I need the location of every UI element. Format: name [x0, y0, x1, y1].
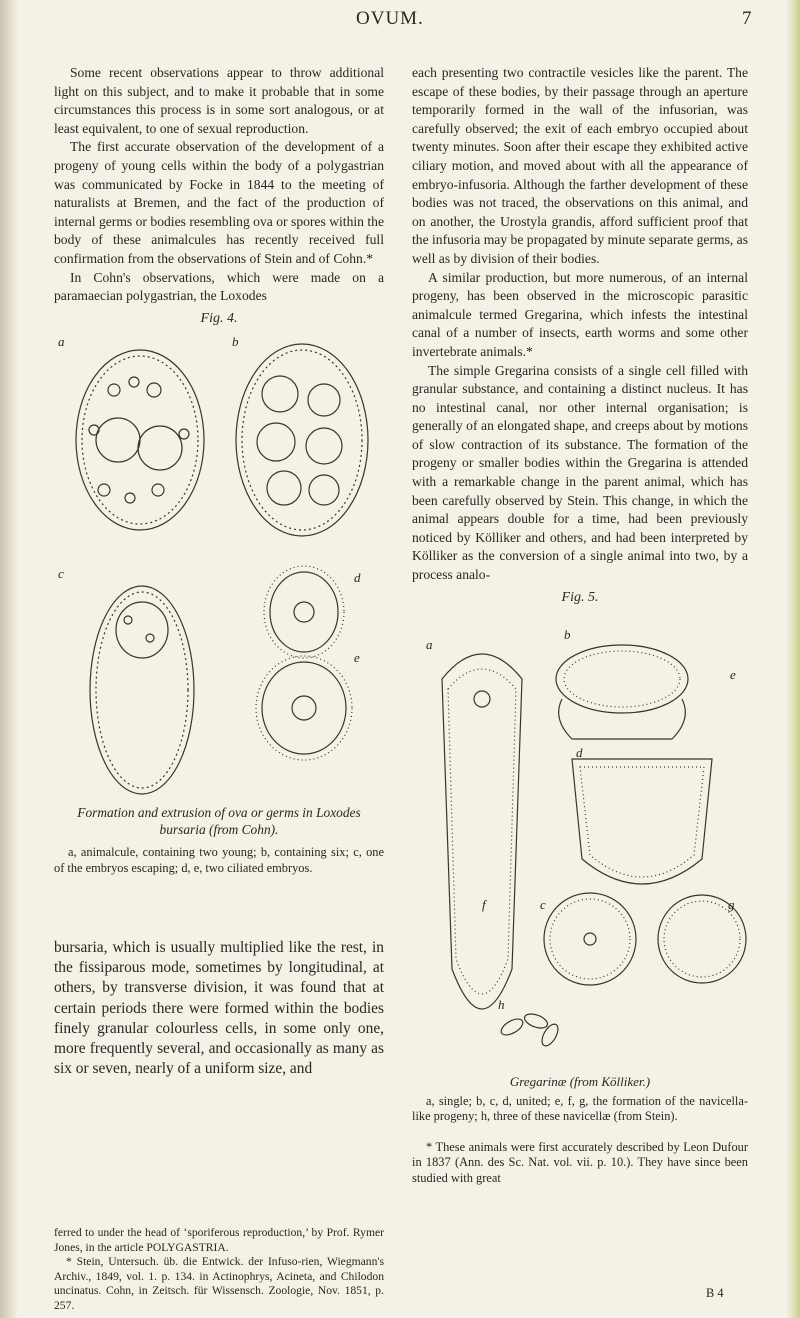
fig4-panel-c	[90, 586, 194, 794]
fig4-panel-b	[236, 344, 368, 536]
fig4-letter-d: d	[354, 570, 361, 586]
figure-5	[412, 609, 748, 1069]
page-edge-left	[0, 0, 18, 1318]
figure-5-label: Fig. 5.	[561, 589, 599, 605]
footnote: * Stein, Untersuch. üb. die Entwick. der Infuso-rien, Wiegmann's Archiv., 1849, vol. 1. p. 134. in Actinophrys, Acineta, and Chilodon uncinatus. Cohn, in Zeitsch. für Wissensch. Zoologie, Nov. 1851, p. 257.	[54, 1255, 384, 1312]
figure-5-caption-title: Gregarinæ (from Kölliker.)	[509, 1074, 651, 1090]
fig5-letter-f: f	[482, 897, 486, 913]
footnote: * These animals were first accurately described by Leon Dufour in 1837 (Ann. des Sc. Nat. vol. vii. p. 10.). They have since been studied with great	[412, 1139, 748, 1185]
figure-4-illustration	[54, 330, 384, 800]
figure-4-label: Fig. 4.	[200, 310, 238, 326]
fig5-letter-c: c	[540, 897, 546, 913]
paragraph: The simple Gregarina consists of a single cell filled with granular substance, and containing a distinct nucleus. It has no intestinal canal, nor other internal organisation; is generally of an elongated shape, and creeps about by motions of slow contraction of its substance. The formation of the progeny or smaller bodies within the Gregarina is attended with a remarkable change in the parent animal, which has been carefully observed by Stein. This change, in which the animal appears double for a time, had been previously noticed by Kölliker and others, and had been interpreted by Kölliker as the conversion of a single animal into two, by a process analo-	[412, 362, 748, 583]
paragraph: bursaria, which is usually multiplied like the rest, in the fissiparous mode, sometimes by longitudinal, at others, by transverse division, it was found that at certain periods there were formed within the bodies finely granular colourless cells, in some only one, more frequently several, and occasionally as many as six or seven, nearly of a uniform size, and	[54, 939, 384, 1078]
figure-4-caption-body: a, animalcule, containing two young; b, containing six; c, one of the embryos escaping; d, e, two ciliated embryos.	[54, 845, 384, 876]
left-column	[54, 64, 384, 876]
fig5-panel-c	[544, 893, 636, 985]
page-header	[0, 8, 800, 34]
fig5-letter-h: h	[498, 997, 505, 1013]
figure-4	[54, 330, 384, 800]
fig4-panel-e	[256, 656, 352, 760]
fig5-letter-a: a	[426, 637, 433, 653]
fig4-panel-d	[264, 566, 344, 658]
left-column-continuation	[54, 938, 384, 1079]
fig5-letter-e: e	[730, 667, 736, 683]
fig5-panel-b	[556, 645, 688, 739]
figure-5-caption-body: a, single; b, c, d, united; e, f, g, the formation of the navicella-like progeny; h, three of these navicellæ (from Stein).	[412, 1093, 748, 1123]
fig4-panel-a	[76, 350, 204, 530]
figure-5-illustration	[412, 609, 748, 1069]
fig5-panel-h	[499, 1011, 562, 1048]
fig4-letter-a: a	[58, 334, 65, 350]
paragraph: each presenting two contractile vesicles like the parent. The escape of these bodies, by their passage through an aperture temporarily formed in the wall of the infusorian, was carefully observed; the exit of each embryo occupied about twenty minutes. Soon after their escape they exhibited active ciliary motion, and moved about with all the appearance of embryo-infusoria. Although the farther development of these bodies was not traced, the observations on this animal, and on another, the Urostyla grandis, afford sufficient proof that the infusoria may be propagated by minute separate germs, as well as by division of their bodies.	[412, 65, 748, 266]
paragraph: In Cohn's observations, which were made on a paramaecian polygastrian, the Loxodes	[54, 269, 384, 304]
fig5-letter-d: d	[576, 745, 583, 761]
fig5-panel-a	[442, 654, 522, 1009]
left-footnotes	[54, 1226, 384, 1314]
running-head: OVUM.	[356, 8, 424, 29]
signature-mark: B 4	[706, 1286, 724, 1300]
fig4-letter-b: b	[232, 334, 239, 350]
paragraph: Some recent observations appear to throw additional light on this subject, and to make it probable that in some circumstances this process is in some sort analogous, or at least equivalent, to one of sexual reproduction.	[54, 65, 384, 136]
fig4-letter-c: c	[58, 566, 64, 582]
page-edge-right	[786, 0, 800, 1318]
fig5-letter-g: g	[728, 897, 735, 913]
page-number: 7	[742, 8, 752, 29]
paragraph: A similar production, but more numerous, of an internal progeny, has been observed in the microscopic parasitic animalcule termed Gregarina, which infests the intestinal canal of a number of insects, earth worms and some other invertebrate animals.*	[412, 269, 748, 359]
paragraph: The first accurate observation of the development of a progeny of young cells within the body of a polygastrian was communicated by Focke in 1844 to the meeting of naturalists at Bremen, and the fact of the production of internal germs or bodies resembling ova or spores within the body of these animalcules has recently received full confirmation from the observations of Stein and of Cohn.*	[54, 139, 384, 266]
fig5-panel-d	[572, 759, 712, 884]
fig4-letter-e: e	[354, 650, 360, 666]
figure-4-caption-title: Formation and extrusion of ova or germs in Loxodes bursaria (from Cohn).	[77, 805, 361, 838]
footnote-continuation: ferred to under the head of ‘sporiferous reproduction,’ by Prof. Rymer Jones, in the article POLYGASTRIA.	[54, 1226, 384, 1254]
right-column	[412, 64, 748, 1187]
fig5-letter-b: b	[564, 627, 571, 643]
